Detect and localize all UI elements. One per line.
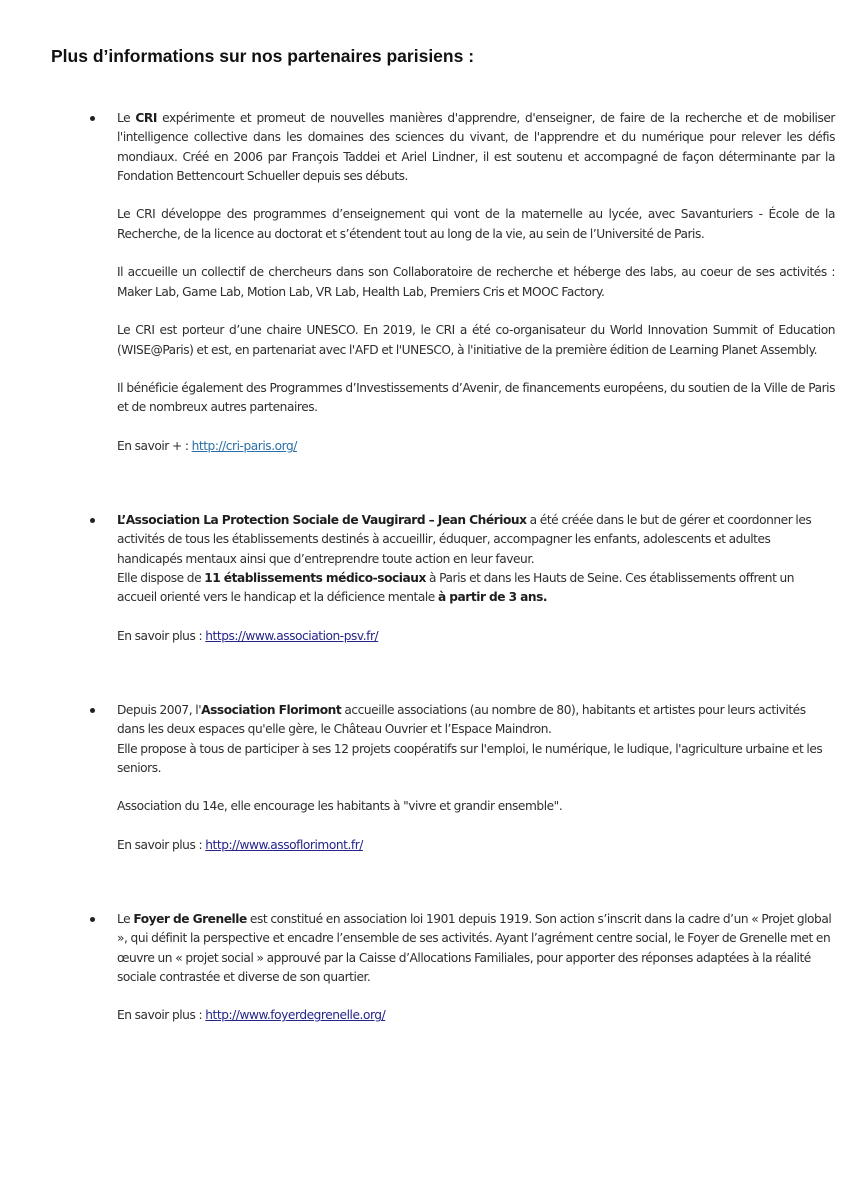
more-info-label: En savoir plus : — [117, 628, 206, 643]
text: Le — [117, 111, 136, 125]
cri-funding-paragraph: Il bénéficie également des Programmes d’Investissements d’Avenir, de financements européens, du soutien de la Ville de Paris et de nombreux autres partenaires. — [117, 381, 835, 415]
bullet-icon — [90, 917, 95, 922]
cri-unesco-paragraph: Le CRI est porteur d’une chaire UNESCO. En 2019, le CRI a été co-organisateur du World Innovation Summit of Education (WISE@Paris) et est, en partenariat avec l'AFD et l'UNESCO, à l'initiative de la première édition de Learning Planet Assembly. — [117, 323, 835, 357]
text: accueille associations (au nombre de 80), habitants et artistes pour leurs activités dans les deux espaces qu'elle gère, le Château Ouvrier et l’Espace Maindron. — [117, 703, 806, 737]
more-info-label: En savoir plus : — [117, 1008, 206, 1023]
cri-labs-paragraph: Il accueille un collectif de chercheurs dans son Collaboratoire de recherche et héberge des labs, au coeur de ses activités : Maker Lab, Game Lab, Motion Lab, VR Lab, Health Lab, Premiers Cris et MOOC Factory. — [117, 265, 835, 299]
cri-intro-paragraph — [117, 109, 835, 186]
partner-psv — [90, 511, 835, 665]
cri-website-link[interactable]: http://cri-paris.org/ — [191, 439, 297, 454]
foyer-website-link[interactable]: http://www.foyerdegrenelle.org/ — [205, 1008, 386, 1023]
more-info-label: En savoir plus : — [117, 838, 206, 853]
partner-florimont-body — [117, 701, 835, 855]
psv-more-info — [117, 627, 835, 646]
partner-cri-body — [117, 109, 835, 456]
partner-name: Association Florimont — [201, 703, 342, 717]
foyer-intro-paragraph — [117, 910, 835, 987]
florimont-intro-paragraph — [117, 701, 835, 740]
partner-psv-body — [117, 511, 835, 646]
partner-name: L’Association La Protection Sociale de Vaugirard – Jean Chérioux — [117, 513, 527, 527]
florimont-more-info — [117, 836, 835, 855]
bullet-icon — [90, 708, 95, 713]
text: a été créée dans le but de gérer et coordonner les activités de tous les établissements destinés à accueillir, éduquer, accompagner les enfants, adolescents et adultes handicapés mentaux ainsi que d’entreprendre toute action en leur faveur. — [117, 513, 812, 566]
text: à Paris et dans les Hauts de Seine. Ces établissements offrent un accueil orienté vers le handicap et la déficience mentale — [117, 570, 795, 605]
partner-cri — [90, 109, 835, 476]
text: expérimente et promeut de nouvelles manières d'apprendre, d'enseigner, de faire de la recherche et de mobiliser l'intelligence collective dans les domaines des sciences du vivant, de l'apprendre et du numérique pour relever les défis mondiaux. Créé en 2006 par François Taddei et Ariel Lindner, il est soutenu et accompagné de façon déterminante par la Fondation Bettencourt Schueller depuis ses débuts. — [117, 111, 835, 183]
text: est constitué en association loi 1901 depuis 1919. Son action s’inscrit dans la cadre d’un « Projet global », qui définit la perspective et encadre l’ensemble de ses activités. Ayant l’agrément centre social, le Foyer de Grenelle met en œuvre un « projet social » approuvé par la Caisse d’Allocations Familiales, pour apporter des réponses adaptées à la réalité sociale contrastée et diverse de son quartier. — [117, 912, 832, 984]
bullet-icon — [90, 518, 95, 523]
florimont-website-link[interactable]: http://www.assoflorimont.fr/ — [205, 838, 363, 853]
florimont-projects-paragraph: Elle propose à tous de participer à ses 12 projets coopératifs sur l'emploi, le numérique, le ludique, l'agriculture urbaine et les seniors. — [117, 741, 823, 775]
bullet-icon — [90, 116, 95, 121]
partner-foyer-grenelle — [90, 910, 835, 1045]
partner-florimont — [90, 701, 835, 875]
text: Le — [117, 912, 134, 926]
highlight: 11 établissements médico-sociaux — [204, 570, 426, 585]
text: Depuis 2007, l' — [117, 703, 202, 717]
text: Elle dispose de — [117, 570, 205, 585]
page-title: Plus d’informations sur nos partenaires parisiens : — [51, 46, 475, 66]
psv-intro-paragraph — [117, 511, 835, 569]
more-info-label: En savoir + : — [117, 439, 192, 454]
florimont-mission-paragraph: Association du 14e, elle encourage les habitants à "vivre et grandir ensemble". — [117, 799, 563, 814]
partner-name: CRI — [135, 111, 157, 125]
highlight: à partir de 3 ans. — [437, 590, 548, 605]
partner-foyer-body — [117, 910, 835, 1026]
cri-education-paragraph: Le CRI développe des programmes d’enseignement qui vont de la maternelle au lycée, avec Savanturiers - École de la Recherche, de la licence au doctorat et s’étendent tout au long de la vie, au sein de l’Université de Paris. — [117, 207, 835, 241]
cri-more-info — [117, 437, 835, 456]
psv-website-link[interactable]: https://www.association-psv.fr/ — [205, 628, 379, 643]
foyer-more-info — [117, 1006, 835, 1025]
psv-establishments-paragraph — [117, 569, 835, 608]
partner-name: Foyer de Grenelle — [133, 912, 247, 926]
